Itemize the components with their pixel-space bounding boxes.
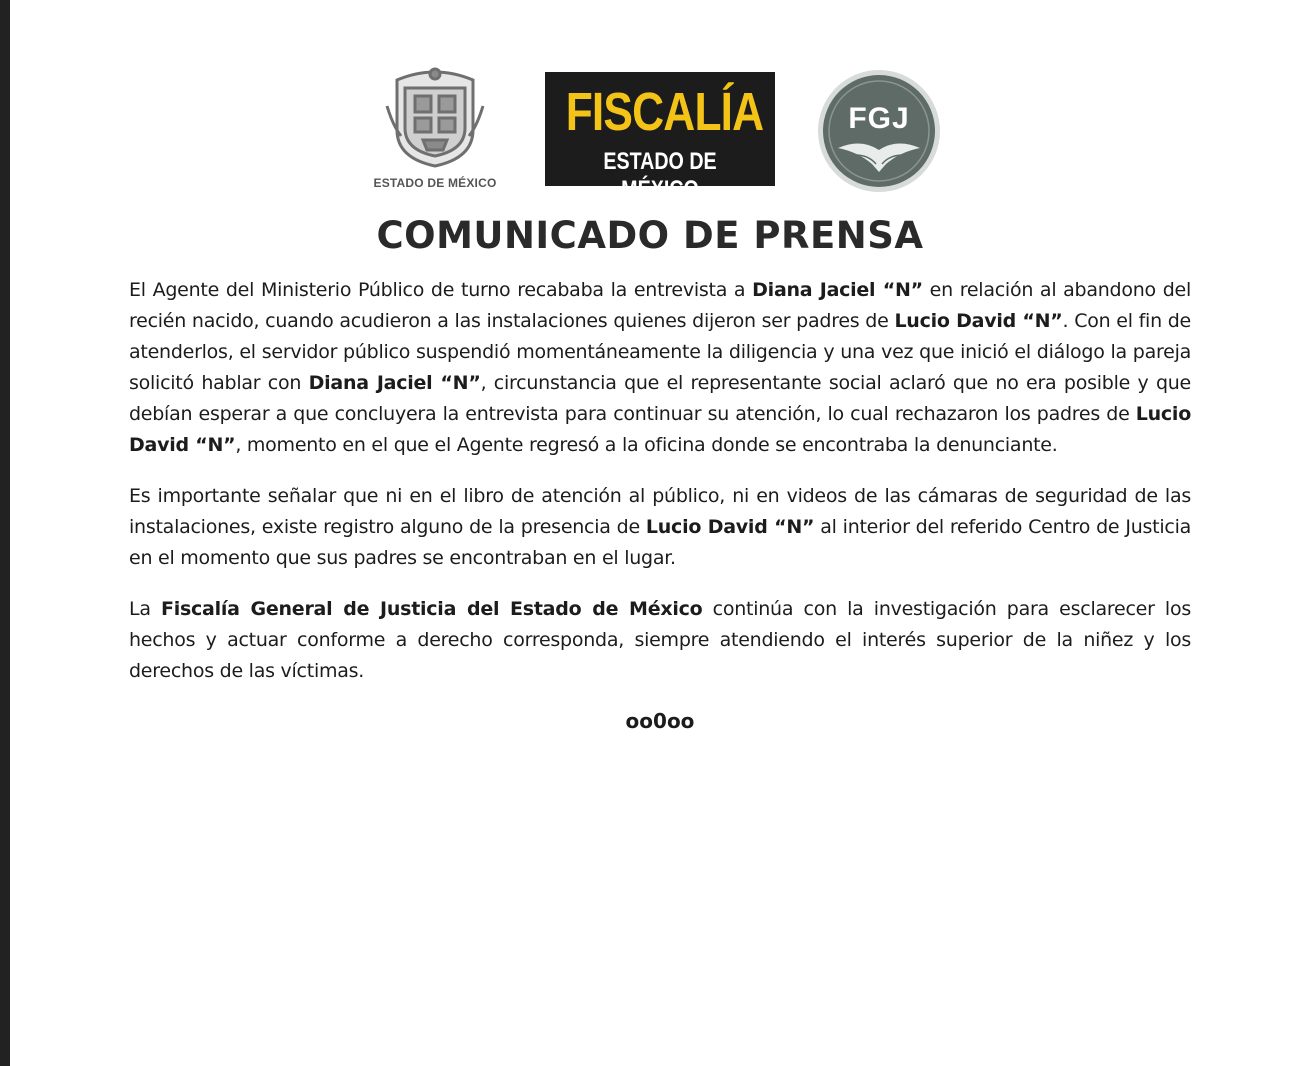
paragraph-text: al interior del referido Centro de Justicia en el momento que sus padres se encontraban en el lugar. [129, 516, 1191, 569]
paragraph-text: , momento en el que el Agente regresó a la oficina donde se encontraba la denunciante. [235, 434, 1058, 456]
paragraph-2 [129, 481, 1191, 574]
paragraph-text: en relación al abandono del recién nacido, cuando acudieron a las instalaciones quienes dijeron ser padres de [129, 279, 1191, 332]
paragraph-text: . Con el fin de atenderlos, el servidor público suspendió momentáneamente la diligencia y una vez que inició el diálogo la pareja solicitó hablar con [129, 310, 1191, 394]
paragraph-text: continúa con la investigación para esclarecer los hechos y actuar conforme a derecho corresponda, siempre atendiendo el interés superior de la niñez y los derechos de las víctimas. [129, 598, 1191, 682]
fgj-seal-text: FGJ [848, 102, 910, 135]
person-name: Lucio David “N” [129, 403, 1191, 456]
paragraph-3 [129, 594, 1191, 687]
paragraph-text: , circunstancia que el representante social aclaró que no era posible y que debían esperar a que concluyera la entrevista para continuar su atención, lo cual rechazaron los padres de [129, 372, 1191, 425]
fiscalia-logo-subtitle: ESTADO DE MÉXICO [603, 148, 717, 203]
fgj-seal-logo [816, 68, 942, 194]
person-name: Diana Jaciel “N” [308, 372, 481, 394]
person-name: Lucio David “N” [645, 516, 815, 538]
paragraph-text: El Agente del Ministerio Público de turno recababa la entrevista a [129, 279, 753, 301]
header-logos [0, 66, 1290, 203]
fiscalia-logo [545, 72, 775, 203]
closing-mark: oo0oo [625, 709, 695, 733]
institution-name: Fiscalía General de Justicia del Estado de México [160, 598, 703, 620]
estado-de-mexico-logo [360, 66, 510, 194]
person-name: Lucio David “N” [894, 310, 1063, 332]
paragraph-text: La [129, 598, 161, 620]
person-name: Diana Jaciel “N” [752, 279, 923, 301]
fiscalia-logo-word: FISCALÍA [565, 82, 764, 142]
paragraph-text: Es importante señalar que ni en el libro de atención al público, ni en videos de las cámaras de seguridad de las instalaciones, existe registro alguno de la presencia de [129, 485, 1191, 538]
estado-de-mexico-caption: ESTADO DE MÉXICO [373, 176, 497, 190]
estado-de-mexico-coat-of-arms-icon [383, 66, 487, 172]
paragraph-1 [129, 275, 1191, 461]
page-title: COMUNICADO DE PRENSA [376, 214, 924, 257]
press-release-body [129, 275, 1191, 707]
